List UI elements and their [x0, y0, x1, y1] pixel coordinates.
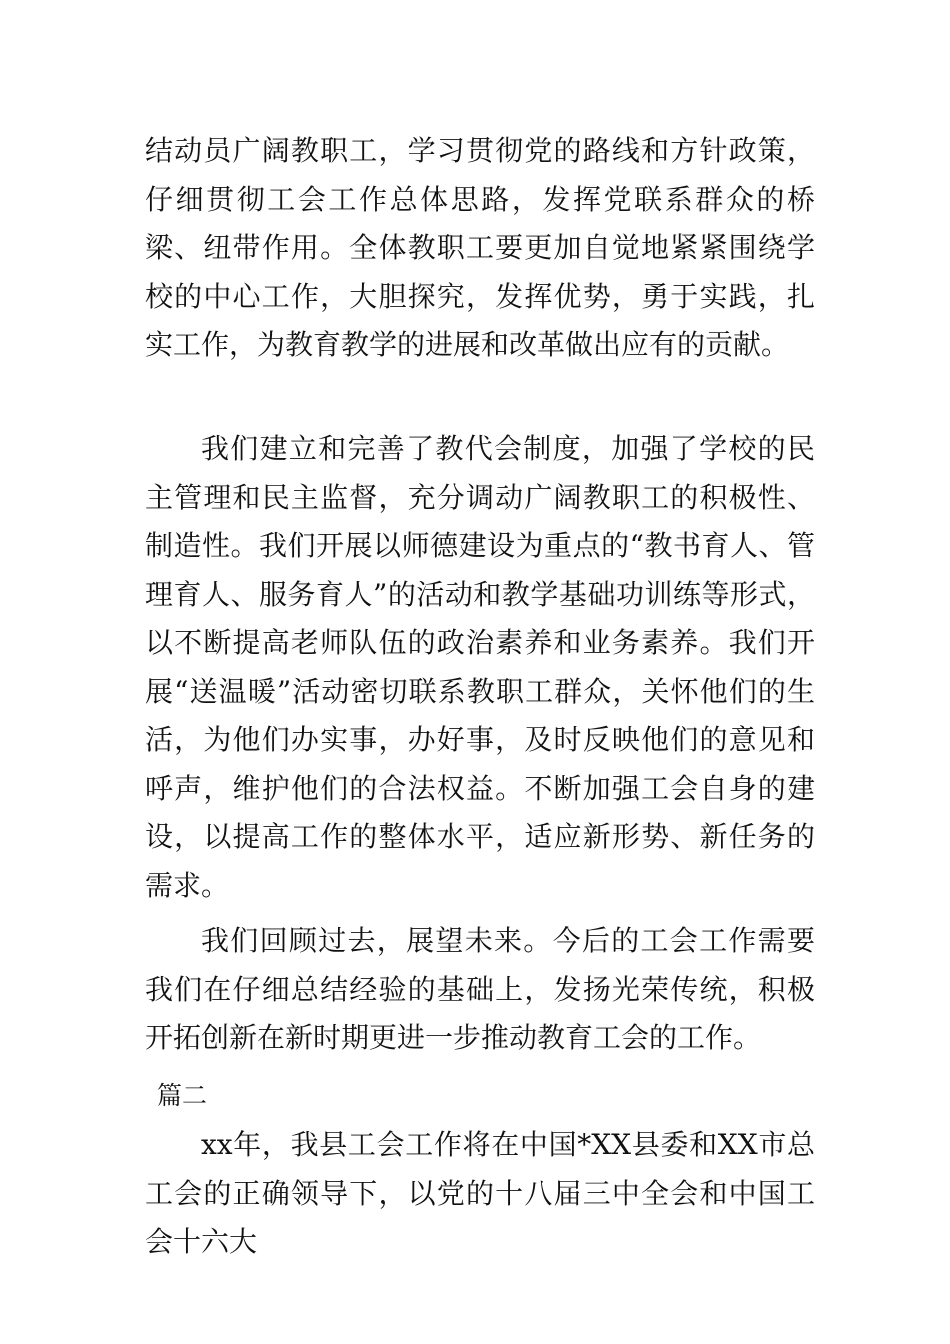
paragraph-1: 结动员广阔教职工，学习贯彻党的路线和方针政策，仔细贯彻工会工作总体思路，发挥党联系群众的桥梁、纽带作用。全体教职工要更加自觉地紧紧围绕学校的中心工作，大胆探究，发挥优势，勇于实践，扎实工作，为教育教学的进展和改革做出应有的贡献。: [145, 134, 815, 361]
paragraph-3: 我们回顾过去，展望未来。今后的工会工作需要我们在仔细总结经验的基础上，发扬光荣传统，积极开拓创新在新时期更进一步推动教育工会的工作。: [145, 924, 815, 1054]
section-paragraph: xx年，我县工会工作将在中国*XX县委和XX市总工会的正确领导下，以党的十八届三中全会和中国工会十六大: [145, 1128, 815, 1258]
section-heading: 篇二: [157, 1081, 208, 1110]
paragraph-2: 我们建立和完善了教代会制度，加强了学校的民主管理和民主监督，充分调动广阔教职工的积极性、制造性。我们开展以师德建设为重点的“教书育人、管理育人、服务育人”的活动和教学基础功训练等形式，以不断提高老师队伍的政治素养和业务素养。我们开展“送温暖”活动密切联系教职工群众，关怀他们的生活，为他们办实事，办好事，及时反映他们的意见和呼声，维护他们的合法权益。不断加强工会自身的建设，以提高工作的整体水平，适应新形势、新任务的需求。: [145, 432, 815, 902]
